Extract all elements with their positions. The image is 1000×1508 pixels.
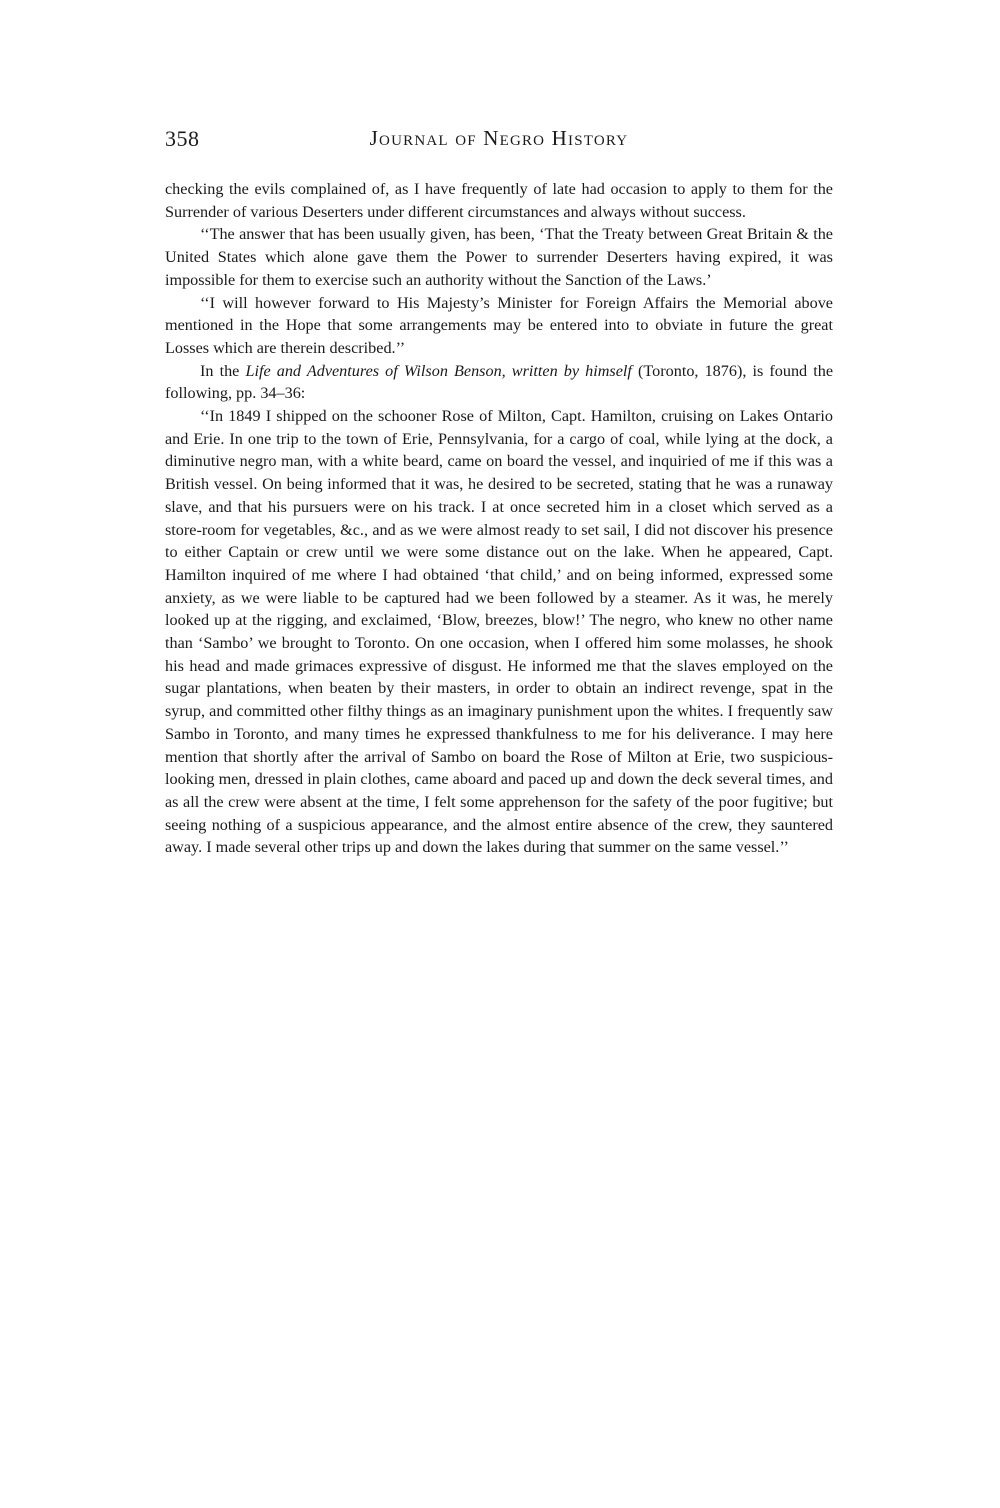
citation-lead: In the (200, 361, 240, 380)
paragraph-benson-account: ‘‘In 1849 I shipped on the schooner Rose of Milton, Capt. Hamilton, cruising on Lakes Ontario and Erie. In one trip to the town of Erie, Pennsylvania, for a cargo of coal, while lying at the dock, a diminutive negro man, with a white beard, came on board the vessel, and inquiried of me if this was a British vessel. On being informed that it was, he desired to be secreted, stating that he was a runaway slave, and that his pursuers were on his track. I at once secreted him in a closet which served as a store-room for vegetables, &c., and as we were almost ready to set sail, I did not discover his presence to either Captain or crew until we were some distance out on the lake. When he appeared, Capt. Hamilton inquired of me where I had obtained ‘that child,’ and on being informed, expressed some anxiety, as we were liable to be captured had we been followed by a steamer. As it was, he merely looked up at the rigging, and exclaimed, ‘Blow, breezes, blow!’ The negro, who knew no other name than ‘Sambo’ we brought to Toronto. On one occasion, when I offered him some molasses, he shook his head and made grimaces expressive of disgust. He informed me that the slaves employed on the sugar plantations, when beaten by their masters, in order to obtain an indirect revenge, spat in the syrup, and committed other filthy things as an imaginary punishment upon the whites. I frequently saw Sambo in Toronto, and many times he expressed thankfulness to me for his deliverance. I may here mention that shortly after the arrival of Sambo on board the Rose of Milton at Erie, two suspicious-looking men, dressed in plain clothes, came aboard and paced up and down the deck several times, and as all the crew were absent at the time, I felt some apprehenson for the safety of the poor fugitive; but seeing nothing of a suspicious appearance, and the almost entire absence of the crew, they sauntered away. I made several other trips up and down the lakes during that summer on the same vessel.’’ (165, 407, 833, 857)
paragraph-source-citation (165, 360, 833, 405)
citation-tail: (Toronto, 1876), is found the following, pp. 34–36: (165, 361, 834, 403)
running-title: Journal of Negro History (369, 126, 629, 150)
page-header (165, 126, 833, 160)
book-title: Life and Adventures of Wilson Benson, written by himself (245, 361, 632, 380)
page-number: 358 (165, 126, 200, 151)
paragraph-memorial: ‘‘I will however forward to His Majesty’s Minister for Foreign Affairs the Memorial above mentioned in the Hope that some arrangements may be entered into to obviate in future the great Losses which are therein described.’’ (165, 293, 833, 357)
paragraph-treaty-answer: ‘‘The answer that has been usually given, has been, ‘That the Treaty between Great Britain & the United States which alone gave them the Power to surrender Deserters having expired, it was impossible for them to exercise such an authority without the Sanction of the Laws.’ (165, 225, 833, 289)
body-text (165, 178, 833, 859)
paragraph-continuation: checking the evils complained of, as I have frequently of late had occasion to apply to them for the Surrender of various Deserters under different circumstances and always without success. (165, 180, 833, 221)
